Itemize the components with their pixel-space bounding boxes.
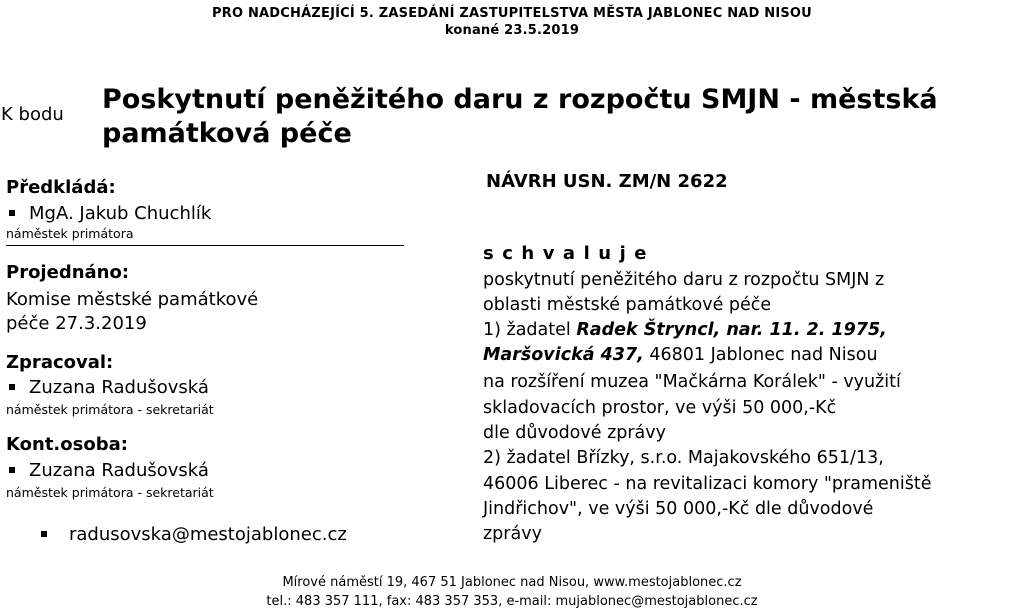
resolution-line-6: skladovacích prostor, ve výši 50 000,-Kč <box>483 398 837 418</box>
zpracoval-person <box>6 377 209 398</box>
kont-osoba-role: náměstek primátora - sekretariát <box>6 485 214 500</box>
zpracoval-name: Zuzana Radušovská <box>29 377 209 398</box>
applicant-1-name: Radek Štryncl, nar. 11. 2. 1975, <box>576 320 887 340</box>
applicant-1-street: Maršovická 437, <box>483 345 644 365</box>
resolution-line-1: poskytnutí peněžitého daru z rozpočtu SMJN z <box>483 270 885 290</box>
projednano-line-2: péče 27.3.2019 <box>6 313 147 334</box>
resolution-line-9: 46006 Liberec - na revitalizaci komory "prameniště <box>483 474 932 494</box>
page-title: Poskytnutí peněžitého daru z rozpočtu SMJN - městská památková péče <box>102 84 938 149</box>
predklada-name: MgA. Jakub Chuchlík <box>29 203 212 224</box>
kont-osoba-name: Zuzana Radušovská <box>29 460 209 481</box>
resolution-number: NÁVRH USN. ZM/N 2622 <box>486 171 728 192</box>
header-line-2: konané 23.5.2019 <box>444 23 580 38</box>
zpracoval-role: náměstek primátora - sekretariát <box>6 402 214 417</box>
contact-email[interactable] <box>38 524 347 545</box>
applicant-1-city: 46801 Jablonec nad Nisou <box>643 345 878 365</box>
resolution-line-5: na rozšíření muzea "Mačkárna Korálek" - využití <box>483 372 901 392</box>
k-bodu-label: K bodu <box>1 104 64 125</box>
bullet-icon <box>9 384 15 390</box>
footer-contacts: tel.: 483 357 111, fax: 483 357 353, e-mail: mujablonec@mestojablonec.cz <box>266 594 758 609</box>
predklada-label: Předkládá: <box>6 177 116 198</box>
bullet-icon <box>9 210 15 216</box>
predklada-person <box>6 203 211 224</box>
kont-osoba-person <box>6 460 209 481</box>
resolution-line-7: dle důvodové zprávy <box>483 423 666 443</box>
contact-email-text: radusovska@mestojablonec.cz <box>69 524 347 545</box>
kont-osoba-label: Kont.osoba: <box>6 434 128 455</box>
resolution-line-3 <box>483 320 887 340</box>
separator-line <box>6 245 404 246</box>
predklada-role: náměstek primátora <box>6 226 134 241</box>
resolution-line-2: oblasti městské památkové péče <box>483 295 772 315</box>
bullet-icon <box>41 531 47 537</box>
applicant-1-prefix: 1) žadatel <box>483 320 577 340</box>
projednano-line-1: Komise městské památkové <box>6 289 259 310</box>
zpracoval-label: Zpracoval: <box>6 352 114 373</box>
resolution-line-4 <box>483 345 878 365</box>
header-line-1: PRO NADCHÁZEJÍCÍ 5. ZASEDÁNÍ ZASTUPITELSTVA MĚSTA JABLONEC NAD NISOU <box>212 6 812 21</box>
schvaluje-heading: schvaluje <box>483 243 655 264</box>
footer-address: Mírové náměstí 19, 467 51 Jablonec nad Nisou, www.mestojablonec.cz <box>282 575 742 590</box>
resolution-line-11: zprávy <box>483 524 542 544</box>
resolution-line-10: Jindřichov", ve výši 50 000,-Kč dle důvodové <box>483 499 874 519</box>
projednano-label: Projednáno: <box>6 262 130 283</box>
resolution-line-8: 2) žadatel Břízky, s.r.o. Majakovského 651/13, <box>483 448 884 468</box>
bullet-icon <box>9 467 15 473</box>
